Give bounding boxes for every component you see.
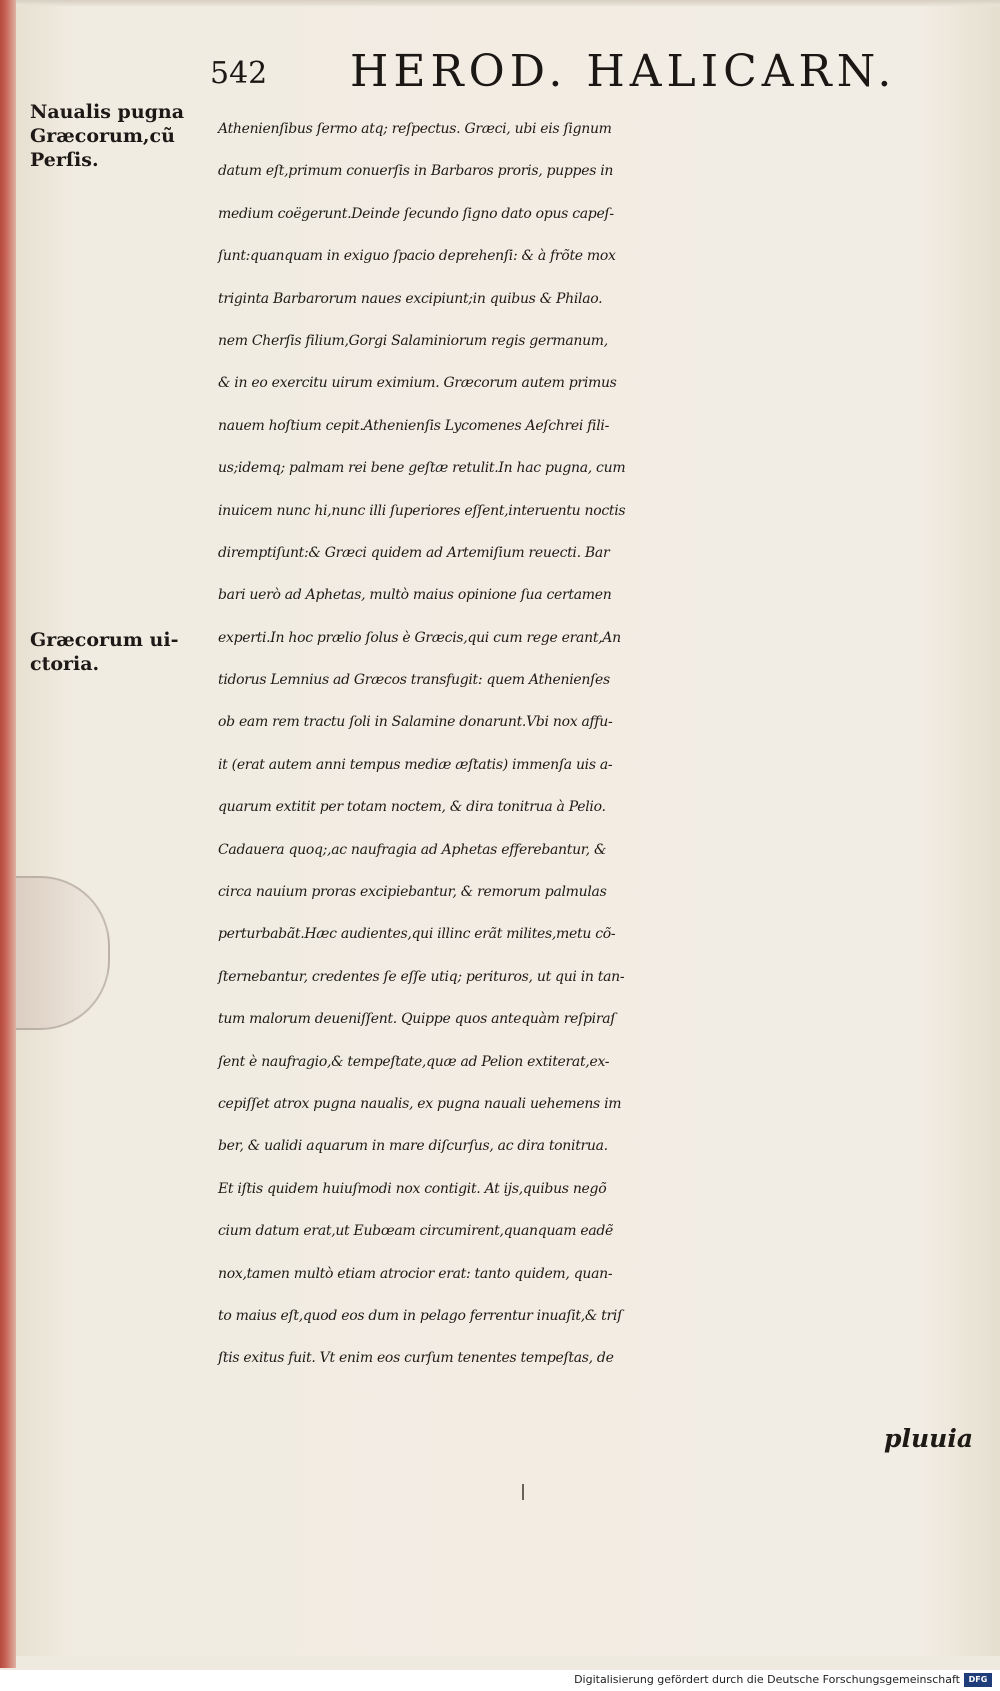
text-line: circa nauium proras excipiebantur, & remorum palmulas [218, 884, 607, 901]
page-header [210, 46, 950, 106]
funding-credit: Digitalisierung gefördert durch die Deutsche Forschungsgemeinschaft [574, 1673, 960, 1686]
text-line: it (erat autem anni tempus mediæ æſtatis) immenſa uis a- [218, 756, 613, 773]
body-text [218, 108, 978, 1380]
text-line: to maius eſt,quod eos dum in pelago ferrentur inuaſit,& triſ [218, 1307, 622, 1324]
text-line: medium coëgerunt.Deinde ſecundo ſigno dato opus capeſ- [218, 205, 614, 222]
text-line: tum malorum deueniſſent. Quippe quos antequàm reſpiraſ [218, 1011, 616, 1028]
text-line: nem Cherſis filium,Gorgi Salaminiorum regis germanum, [218, 332, 608, 349]
text-line: Athenienſibus ſermo atq; reſpectus. Græci, ubi eis ſignum [218, 121, 612, 137]
text-line: Et iſtis quidem huiuſmodi nox contigit. At ijs,quibus negõ [218, 1180, 607, 1197]
margin-note-line: Græcorum ui- [30, 629, 179, 651]
running-head: HEROD. HALICARN. [350, 46, 897, 97]
text-line: perturbabãt.Hæc audientes,qui illinc erãt milites,metu cõ- [218, 926, 616, 943]
text-line: cium datum erat,ut Eubœam circumirent,quanquam eadẽ [218, 1223, 614, 1240]
text-line: tidorus Lemnius ad Græcos transfugit: quem Athenienſes [218, 672, 610, 689]
page-number: 542 [210, 56, 268, 91]
margin-note-line: Græcorum,cũ [30, 125, 175, 147]
margin-note-line: Perſis. [30, 149, 99, 171]
page-clip [16, 876, 110, 1030]
text-line: & in eo exercitu uirum eximium. Græcorum autem primus [218, 375, 617, 392]
text-line: ber, & ualidi aquarum in mare diſcurſus, ac dira tonitrua. [218, 1138, 608, 1155]
text-line: quarum extitit per totam noctem, & dira tonitrua à Pelio. [218, 799, 606, 816]
text-line: inuicem nunc hi,nunc illi ſuperiores eſſent,interuentu noctis [218, 502, 626, 519]
catchword: pluuia [884, 1424, 974, 1453]
text-line: bari uerò ad Aphetas, multò maius opinione ſua certamen [218, 587, 612, 604]
dfg-logo: DFG [964, 1673, 992, 1687]
text-line: ſunt:quanquam in exiguo ſpacio deprehenſi: & à frõte mox [218, 248, 616, 265]
text-line: experti.In hoc prælio ſolus è Græcis,qui cum rege erant,An [218, 629, 621, 646]
margin-note-naval-battle [30, 100, 210, 172]
text-line: cepiſſet atrox pugna naualis, ex pugna nauali uehemens im [218, 1095, 622, 1112]
text-line: nox,tamen multò etiam atrocior erat: tanto quidem, quan- [218, 1265, 613, 1282]
text-line: us;idemq; palmam rei bene geſtæ retulit.In hac pugna, cum [218, 460, 626, 477]
margin-note-line: Naualis pugna [30, 101, 185, 123]
text-line: diremptiſunt:& Græci quidem ad Artemiſium reuecti. Bar [218, 544, 610, 561]
printer-mark [522, 1484, 524, 1500]
margin-note-greek-victory [30, 628, 210, 676]
text-line: triginta Barbarorum naues excipiunt;in quibus & Philao. [218, 290, 603, 307]
digitization-footer [0, 1670, 1000, 1691]
text-line: ſternebantur, credentes ſe eſſe utiq; perituros, ut qui in tan- [218, 968, 625, 985]
text-line: ob eam rem tractu ſoli in Salamine donarunt.Vbi nox affu- [218, 714, 613, 731]
book-spine-edge [0, 0, 16, 1668]
text-line: ſent è naufragio,& tempeſtate,quæ ad Pelion extiterat,ex- [218, 1053, 610, 1070]
margin-note-line: ctoria. [30, 653, 100, 675]
text-line: ſtis exitus fuit. Vt enim eos curſum tenentes tempeſtas, de [218, 1350, 614, 1367]
text-line: Cadauera quoq;,ac naufragia ad Aphetas efferebantur, & [218, 841, 607, 858]
text-line: nauem hoſtium cepit.Athenienſis Lycomenes Aeſchrei fili- [218, 417, 609, 434]
text-line: datum eſt,primum conuerſis in Barbaros proris, puppes in [218, 163, 614, 180]
